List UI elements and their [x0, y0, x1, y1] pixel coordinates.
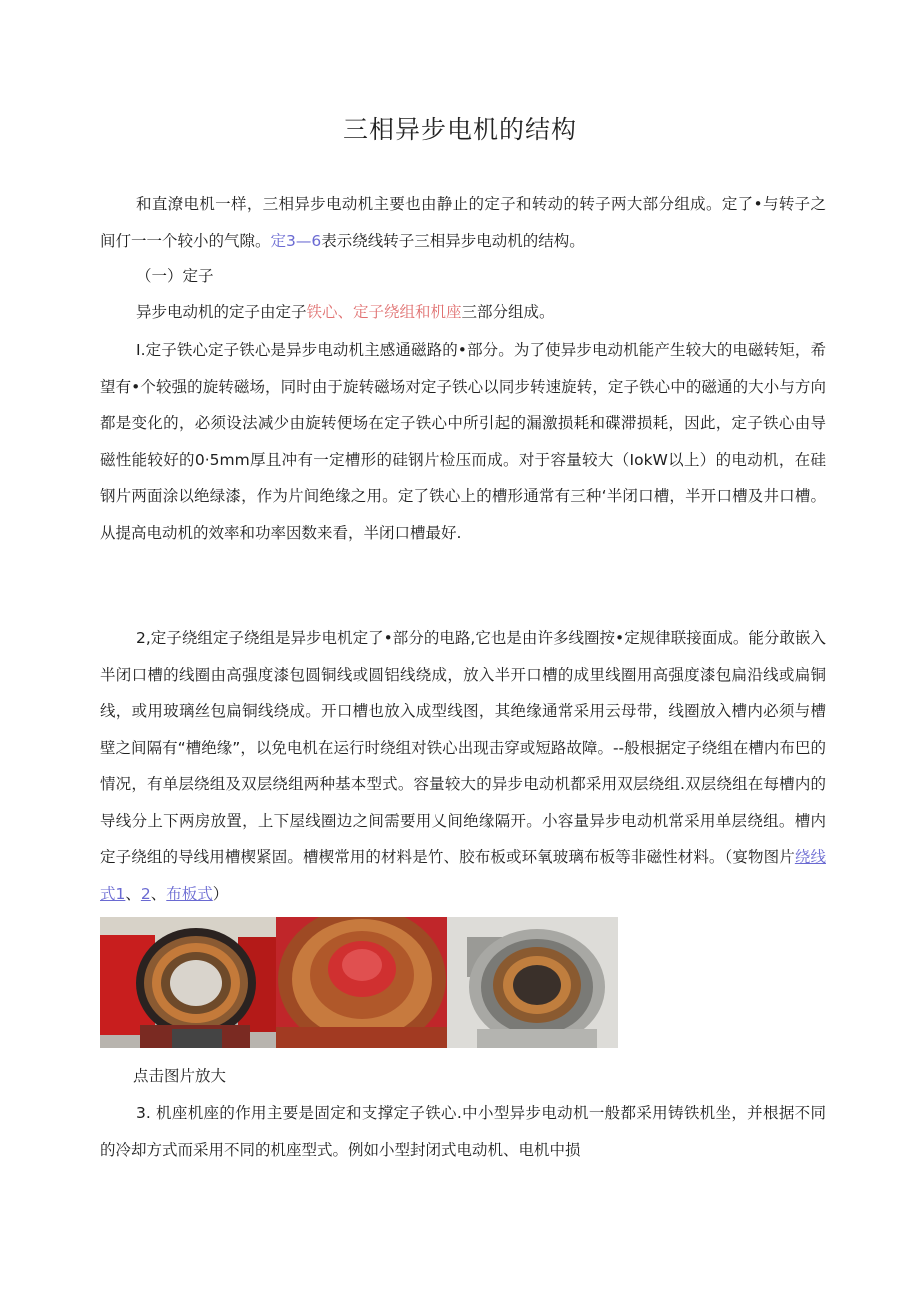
- page-title: 三相异步电机的结构: [342, 115, 577, 144]
- composition-text: 异步电动机的定子由定子: [136, 303, 307, 321]
- motor-photo-1[interactable]: [100, 917, 276, 1048]
- intro-paragraph: [100, 186, 826, 259]
- closing-paren: ）: [212, 884, 229, 903]
- photo-caption: 点击图片放大: [133, 1067, 227, 1085]
- intro-text: 和直潦电机一样，三相异步电动机主要也由静止的定子和转动的转子两大部分组成。定了•与转子之间仃一一个较小的气隙。: [100, 195, 826, 250]
- motor-photo-2[interactable]: [276, 917, 447, 1048]
- frame-paragraph: 3. 机座机座的作用主要是固定和支撑定子铁心.中小型异步电动机一般都采用铸铁机坐，并根据不同的冷却方式而采用不同的机座型式。例如小型封闭式电动机、电机中损: [100, 1104, 826, 1159]
- composition-text-end: 三部分组成。: [461, 303, 555, 321]
- link-cloth-board-type[interactable]: 布板式: [166, 884, 213, 903]
- highlighted-parts: 铁心、定子绕组和机座: [306, 303, 462, 321]
- link-winding-type-1[interactable]: 绕线式1: [100, 848, 826, 903]
- link-winding-type-2[interactable]: 2: [140, 884, 151, 903]
- stator-winding-paragraph: [100, 620, 826, 912]
- stator-core-paragraph: I.定子铁心定子铁心是异步电动机主感通磁路的•部分。为了使异步电动机能产生较大的电磁转矩，希望有•个较强的旋转磁场，同时由于旋转磁场对定子铁心以同步转速旋转，定子铁心中的磁通的大小与方向都是变化的，必须设法减少由旋转便场在定子铁心中所引起的漏激损耗和碟滞损耗，因此，定子铁心由导磁性能较好的0·5mm厚且冲有一定槽形的硅钢片检压而成。对于容量较大（IokW以上）的电动机，在硅钢片两面涂以绝绿漆，作为片间绝缘之用。定了铁心上的槽形通常有三种‘半闭口槽，半开口槽及井口槽。从提高电动机的效率和功率因数来看，半闭口槽最好.: [100, 341, 826, 542]
- motor-photo-3[interactable]: [447, 917, 618, 1048]
- section-heading-stator: （一）定子: [136, 267, 214, 285]
- intro-text-end: 表示绕线转子三相异步电动机的结构。: [321, 231, 585, 250]
- link-separator: 、: [150, 884, 167, 903]
- link-separator: 、: [125, 884, 141, 903]
- figure-link[interactable]: 定3—6: [270, 231, 322, 250]
- stator-winding-text: 2,定子绕组定子绕组是异步电机定了•部分的电路,它也是由许多线圈按•定规律联接面成。能分敢嵌入半闭口槽的线圈由高强度漆包圆铜线或圆铝线绕成，放入半开口槽的成里线圈用高强度漆包扁沿线或扁铜线，或用玻璃丝包扁铜线绕成。开口槽也放入成型线图，其绝缘通常采用云母带，线圈放入槽内必须与槽壁之间隔有“槽绝缘”，以免电机在运行时绕组对铁心出现击穿或短路故障。--般根据定子绕组在槽内布巴的情况，有单层绕组及双层绕组两种基本型式。容量较大的异步电动机都采用双层绕组.双层绕组在每槽内的导线分上下两房放置，上下屋线圈边之间需要用乂间绝缘隔开。小容量异步电动机常采用单层绕组。槽内定子绕组的导线用槽楔紧固。槽楔常用的材料是竹、胶布板或环氧玻璃布板等非磁性材料。（宴物图片: [100, 629, 826, 866]
- composition-paragraph: [100, 294, 826, 331]
- motor-photo-strip: [100, 917, 618, 1048]
